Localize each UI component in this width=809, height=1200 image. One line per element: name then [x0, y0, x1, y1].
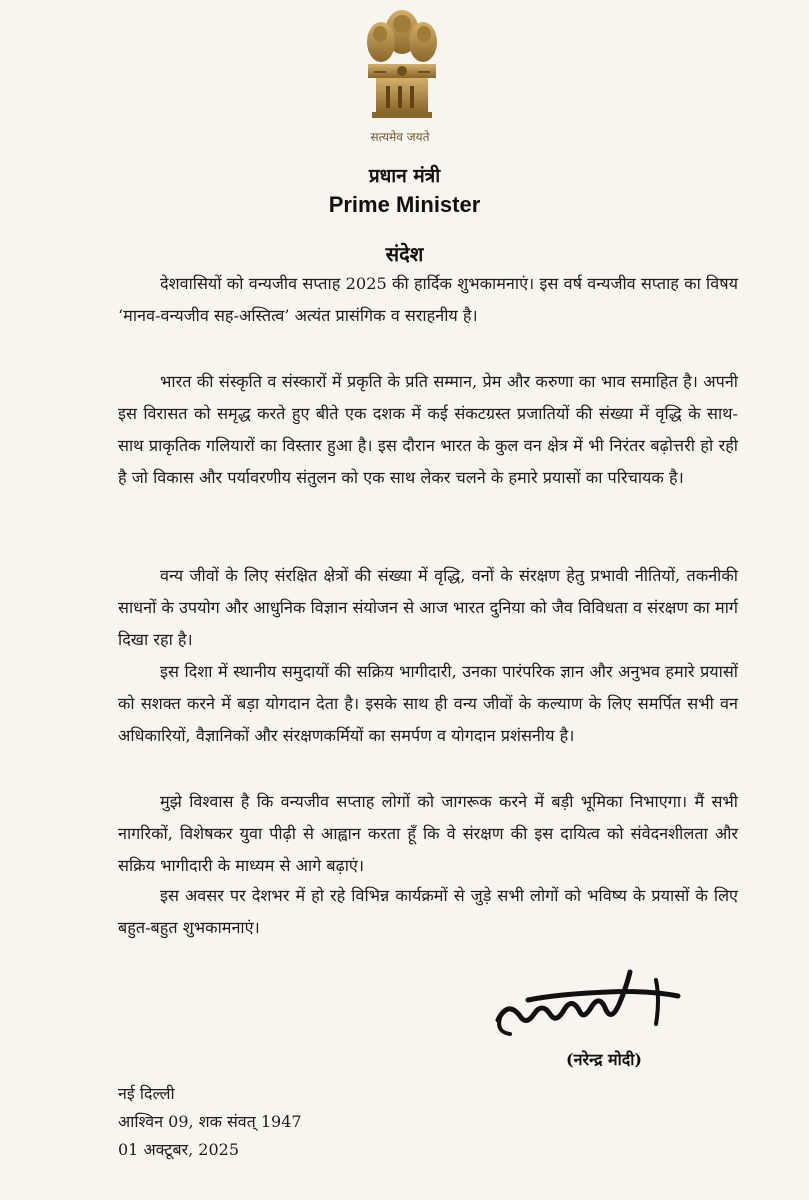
- message-paragraph: वन्य जीवों के लिए संरक्षित क्षेत्रों की संख्या में वृद्धि, वनों के संरक्षण हेतु प्रभावी नीतियों, तकनीकी साधनों के उपयोग और आधुनिक विज्ञान संयोजन से आज भारत दुनिया को जैव विविधता व संरक्षण का मार्ग दिखा रहा है।: [118, 566, 738, 649]
- emblem-motto: सत्यमेव जयते: [370, 130, 430, 144]
- message-paragraph: देशवासियों को वन्यजीव सप्ताह 2025 की हार्दिक शुभकामनाएं। इस वर्ष वन्यजीव सप्ताह का विषय ‘मानव-वन्यजीव सह-अस्तित्व’ अत्यंत प्रासंगिक व सराहनीय है।: [118, 274, 738, 325]
- message-paragraph: मुझे विश्वास है कि वन्यजीव सप्ताह लोगों को जागरूक करने में बड़ी भूमिका निभाएगा। मैं सभी नागरिकों, विशेषकर युवा पीढ़ी से आह्वान करता हूँ कि वे संरक्षण की इस दायित्व को संवेदनशीलता और सक्रिय भागीदारी के माध्यम से आगे बढ़ाएं।: [118, 792, 738, 875]
- letter-footer: [118, 1080, 302, 1164]
- date-gregorian: 01 अक्टूबर, 2025: [118, 1140, 240, 1159]
- signatory-name: (नरेन्द्र मोदी): [566, 1050, 642, 1069]
- place-of-issue: नई दिल्ली: [118, 1084, 175, 1103]
- office-title-hindi: प्रधान मंत्री: [368, 165, 441, 187]
- date-saka: आश्विन 09, शक संवत् 1947: [118, 1112, 302, 1131]
- message-heading: संदेश: [385, 242, 424, 266]
- message-paragraph: इस अवसर पर देशभर में हो रहे विभिन्न कार्यक्रमों से जुड़े सभी लोगों को भविष्य के प्रयासों के लिए बहुत-बहुत शुभकामनाएं।: [118, 886, 738, 937]
- national-emblem-icon: [356, 2, 448, 130]
- message-paragraph: भारत की संस्कृति व संस्कारों में प्रकृति के प्रति सम्मान, प्रेम और करुणा का भाव समाहित है। अपनी इस विरासत को समृद्ध करते हुए बीते एक दशक में कई संकटग्रस्त प्रजातियों की संख्या में वृद्धि के साथ-साथ प्राकृतिक गलियारों का विस्तार हुआ है। इस दौरान भारत के कुल वन क्षेत्र में भी निरंतर बढ़ोत्तरी हो रही है जो विकास और पर्यावरणीय संतुलन को एक साथ लेकर चलने के हमारे प्रयासों का परिचायक है।: [118, 372, 738, 487]
- office-title-english: Prime Minister: [328, 192, 481, 217]
- handwritten-signature-icon: [488, 960, 688, 1050]
- message-paragraph: इस दिशा में स्थानीय समुदायों की सक्रिय भागीदारी, उनका पारंपरिक ज्ञान और अनुभव हमारे प्रयासों को सशक्त करने में बड़ा योगदान देता है। इसके साथ ही वन्य जीवों के कल्याण के लिए समर्पित सभी वन अधिकारियों, वैज्ञानिकों और संरक्षणकर्मियों का समर्पण व योगदान प्रशंसनीय है।: [118, 662, 738, 745]
